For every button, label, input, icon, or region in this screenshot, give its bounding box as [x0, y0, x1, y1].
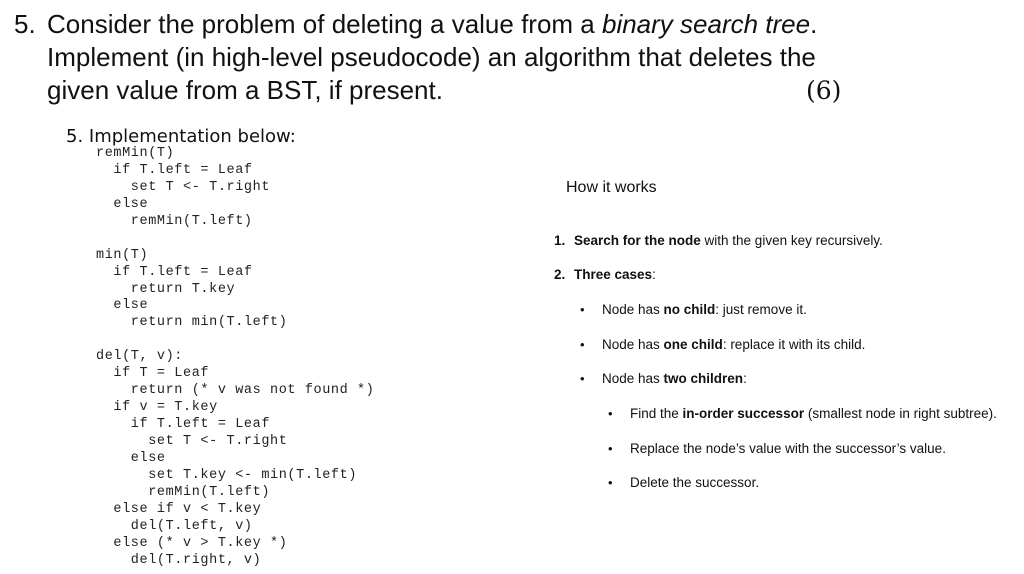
question-line-1 — [14, 9, 817, 39]
code-line: remMin(T.left) — [96, 213, 253, 229]
code-line: if T.left = Leaf — [96, 264, 253, 280]
code-line: if T.left = Leaf — [96, 162, 253, 178]
code-line: return (* v was not found *) — [96, 383, 375, 399]
case-two-children — [580, 370, 747, 388]
case-no-child-rest: : just remove it. — [715, 302, 807, 317]
step-1-text: with the given key recursively. — [700, 233, 883, 248]
sub-step-1-rest: (smallest node in right subtree). — [804, 406, 997, 421]
code-line: return T.key — [96, 281, 236, 297]
question-emphasis: binary search tree — [601, 9, 811, 39]
step-2 — [554, 266, 656, 284]
bullet-dot: • — [608, 475, 613, 490]
step-2-bold: Three cases — [574, 267, 653, 282]
code-line: if T = Leaf — [96, 366, 210, 382]
code-line: else — [96, 450, 166, 466]
sub-step-replace-value — [608, 440, 946, 458]
question-block — [0, 0, 1024, 110]
case-one-child-bold: one child — [663, 337, 723, 352]
code-line: del(T.right, v) — [96, 552, 262, 568]
code-line: else if v < T.key — [96, 501, 262, 517]
case-two-children-pre: Node has — [602, 371, 664, 386]
code-line: del(T, v): — [96, 349, 184, 365]
sub-step-1-pre: Find the — [630, 406, 683, 421]
code-line: remMin(T.left) — [96, 484, 271, 500]
sub-step-3-text: Delete the successor. — [630, 475, 760, 490]
question-line-3: given value from a BST, if present. — [47, 75, 443, 105]
question-number: 5. — [14, 9, 36, 39]
implementation-heading: 5. Implementation below: — [66, 126, 296, 147]
step-1 — [554, 232, 883, 250]
code-line: else — [96, 298, 149, 314]
code-line — [96, 332, 374, 349]
bullet-dot: • — [580, 371, 585, 386]
explanation-title: How it works — [566, 179, 657, 196]
step-2-text: : — [652, 267, 656, 282]
bullet-dot: • — [608, 406, 613, 421]
code-line: else (* v > T.key *) — [96, 535, 288, 551]
step-1-number: 1. — [554, 233, 566, 248]
pseudocode-block — [96, 146, 374, 569]
case-two-children-rest: : — [743, 371, 747, 386]
code-line: if T.left = Leaf — [96, 417, 271, 432]
bullet-dot: • — [608, 441, 613, 456]
code-line: set T.key <- min(T.left) — [96, 467, 358, 483]
step-2-number: 2. — [554, 267, 566, 282]
step-1-bold: Search for the node — [574, 233, 701, 248]
sub-step-delete-successor — [608, 474, 759, 492]
question-text-post: . — [810, 9, 818, 39]
sub-step-2-text: Replace the node’s value with the successor’s value. — [630, 441, 946, 456]
sub-step-find-successor — [608, 405, 997, 423]
code-line: else — [96, 196, 149, 212]
code-line: min(T) — [96, 247, 149, 263]
code-line — [96, 231, 374, 248]
code-line: return min(T.left) — [96, 315, 288, 331]
code-line: set T <- T.right — [96, 433, 288, 449]
sub-step-1-bold: in-order successor — [682, 406, 805, 421]
code-line: del(T.left, v) — [96, 518, 253, 534]
question-text-pre: Consider the problem of deleting a value from a — [47, 9, 602, 39]
question-marks: (6) — [806, 76, 842, 105]
bullet-dot: • — [580, 302, 585, 317]
case-no-child-bold: no child — [663, 302, 716, 317]
code-line: set T <- T.right — [96, 179, 271, 195]
case-no-child — [580, 301, 807, 319]
case-one-child — [580, 336, 865, 354]
case-one-child-rest: : replace it with its child. — [722, 337, 866, 352]
code-line: if v = T.key — [96, 400, 218, 416]
case-no-child-pre: Node has — [602, 302, 664, 317]
case-two-children-bold: two children — [663, 371, 744, 386]
bullet-dot: • — [580, 337, 585, 352]
question-line-2: Implement (in high-level pseudocode) an algorithm that deletes the — [47, 42, 816, 72]
code-line: remMin(T) — [96, 146, 175, 161]
case-one-child-pre: Node has — [602, 337, 664, 352]
